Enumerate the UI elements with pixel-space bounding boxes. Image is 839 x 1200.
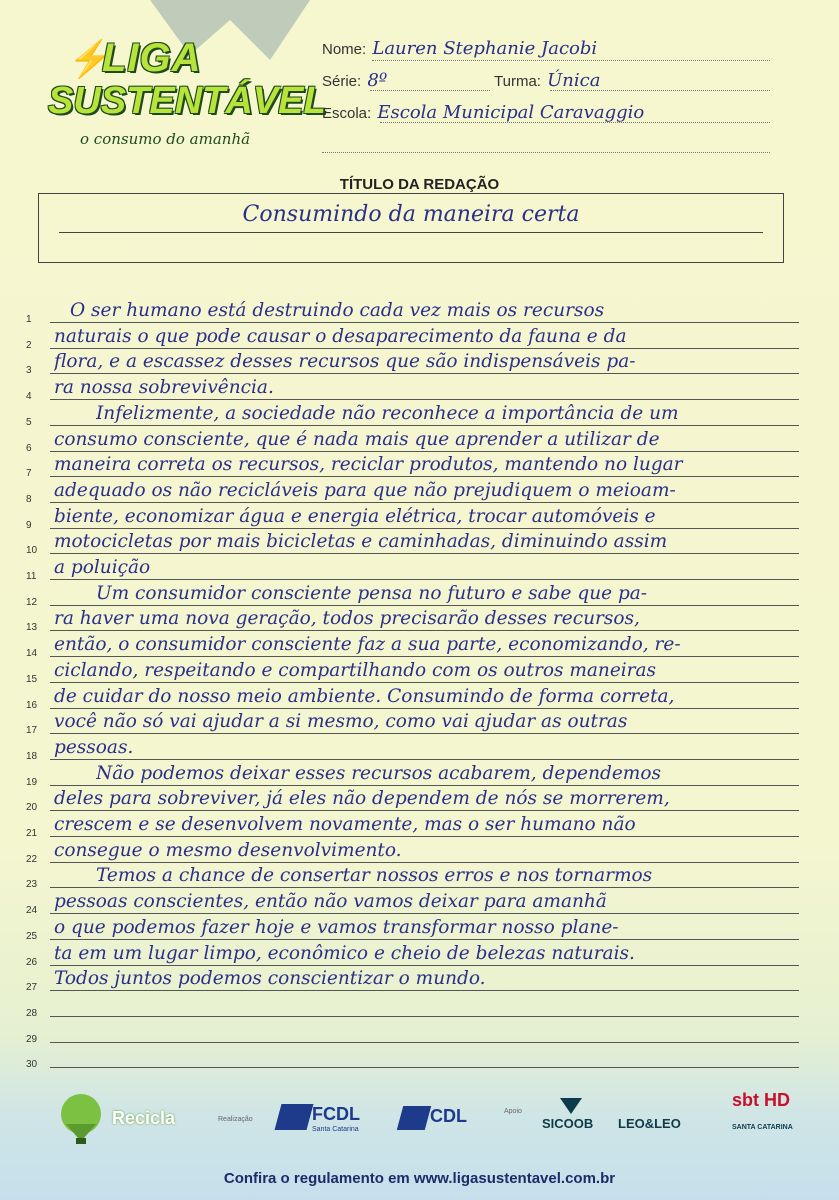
essay-line [0, 502, 839, 529]
school-dotted-line-2 [322, 152, 770, 153]
fcdl-mark [275, 1104, 314, 1130]
line-number: 1 [26, 314, 32, 325]
line-text: Todos juntos podemos conscientizar o mundo. [54, 968, 486, 990]
essay-line [0, 682, 839, 709]
line-number: 5 [26, 416, 32, 428]
grade-value: 8º [367, 70, 388, 91]
line-text: Temos a chance de consertar nossos erros e nos tornarmos [96, 865, 653, 887]
sbt-subtitle: SANTA CATARINA [732, 1124, 793, 1131]
line-text: Infelizmente, a sociedade não reconhece a importância de um [96, 402, 679, 424]
essay-title-label: TÍTULO DA REDAÇÃO [339, 176, 500, 193]
line-text: então, o consumidor consciente faz a sua parte, economizando, re- [54, 634, 681, 656]
sicoob-icon [560, 1098, 582, 1114]
line-text: adequado os não recicláveis para que não prejudiquem o meioam- [54, 479, 676, 501]
school-value: Escola Municipal Caravaggio [377, 102, 645, 123]
essay-line [0, 399, 839, 426]
essay-line [0, 913, 839, 940]
line-text: pessoas conscientes, então não vamos deixar para amanhã [54, 891, 607, 913]
cdl-mark [397, 1106, 431, 1130]
essay-line [0, 887, 839, 917]
line-number: 6 [26, 442, 32, 454]
line-text: O ser humano está destruindo cada vez mais os recursos [70, 300, 605, 321]
line-text: naturais o que pode causar o desaparecimento da fauna e da [54, 325, 627, 347]
lightning-icon: ⚡ [68, 38, 113, 79]
line-number: 22 [26, 853, 38, 865]
line-text: flora, e a escassez desses recursos que são indispensáveis pa- [54, 351, 636, 373]
essay-line [0, 1041, 839, 1071]
line-number: 21 [26, 828, 38, 839]
grade-dotted-line [370, 90, 490, 91]
realizacao-label: Realização [218, 1116, 253, 1123]
essay-line [0, 784, 839, 814]
line-number: 4 [26, 391, 32, 403]
essay-line [0, 964, 839, 994]
line-text: a poluição [54, 557, 151, 578]
essay-line [0, 553, 839, 580]
essay-line [0, 347, 839, 377]
line-text: ra nossa sobrevivência. [54, 377, 274, 399]
sponsor-bar [0, 1088, 839, 1148]
fcdl-logo: FCDL [312, 1104, 360, 1124]
line-text: Um consumidor consciente pensa no futuro e sabe que pa- [96, 582, 648, 604]
essay-line [0, 939, 839, 966]
essay-line [0, 450, 839, 480]
essay-line [0, 759, 839, 786]
line-text: crescem e se desenvolvem novamente, mas o ser humano não [54, 814, 636, 835]
school-field [322, 102, 644, 123]
essay-line [0, 579, 839, 606]
essay-line [0, 707, 839, 737]
line-number: 8 [26, 493, 32, 505]
line-number: 19 [26, 776, 38, 788]
fcdl-subtitle: Santa Catarina [312, 1126, 359, 1133]
line-number: 25 [26, 930, 38, 942]
line-text: ciclando, respeitando e compartilhando com os outros maneiras [54, 659, 657, 681]
logo-tagline: o consumo do amanhã [80, 130, 251, 148]
name-value: Lauren Stephanie Jacobi [372, 38, 598, 59]
essay-line [0, 476, 839, 503]
line-number: 23 [26, 879, 38, 891]
essay-line [0, 527, 839, 557]
line-number: 11 [26, 571, 37, 582]
essay-line [0, 425, 839, 452]
class-value: Única [547, 70, 601, 91]
line-text: ra haver uma nova geração, todos precisarão desses recursos, [54, 608, 640, 630]
line-text: deles para sobreviver, já eles não dependem de nós se morrerem, [54, 788, 670, 810]
line-number: 30 [26, 1059, 38, 1071]
line-number: 17 [26, 725, 38, 737]
line-number: 15 [26, 673, 38, 685]
apoio-label: Apoio [504, 1108, 522, 1115]
logo-line2: SUSTENTÁVEL [48, 80, 327, 122]
essay-line [0, 296, 839, 323]
essay-line [0, 810, 839, 837]
grade-field [322, 70, 387, 91]
essay-line [0, 733, 839, 760]
class-dotted-line [550, 90, 770, 91]
line-text: o que podemos fazer hoje e vamos transformar nosso plane- [54, 916, 619, 938]
line-text: pessoas. [54, 736, 134, 758]
line-number: 14 [26, 648, 38, 660]
line-number: 24 [26, 905, 38, 917]
line-number: 10 [26, 545, 38, 557]
name-label: Nome: [322, 41, 367, 58]
liga-sustentavel-logo [40, 28, 327, 158]
title-rule [59, 232, 763, 233]
essay-line [0, 836, 839, 863]
essay-title-value: Consumindo da maneira certa [242, 202, 580, 227]
line-number: 13 [26, 622, 38, 634]
essay-line [0, 373, 839, 403]
sicoob-logo: SICOOB [542, 1116, 594, 1131]
name-field [322, 38, 597, 59]
line-number: 7 [26, 468, 32, 480]
line-number: 9 [26, 519, 32, 531]
essay-line [0, 861, 839, 891]
line-text: ta em um lugar limpo, econômico e cheio de belezas naturais. [54, 942, 635, 964]
school-dotted-line [380, 122, 770, 123]
line-rule [50, 1067, 799, 1068]
cdl-logo: CDL [430, 1106, 467, 1126]
essay-line [0, 604, 839, 634]
line-text: consegue o mesmo desenvolvimento. [54, 839, 402, 861]
sbt-logo: sbt HD [732, 1090, 790, 1110]
leoeleo-logo: LEO&LEO [618, 1116, 681, 1131]
line-text: consumo consciente, que é nada mais que aprender a utilizar de [54, 428, 660, 450]
line-number: 3 [26, 365, 32, 377]
line-number: 28 [26, 1007, 38, 1019]
line-number: 2 [26, 339, 32, 351]
grade-label: Série: [322, 73, 362, 90]
line-number: 29 [26, 1033, 38, 1045]
line-text: de cuidar do nosso meio ambiente. Consumindo de forma correta, [54, 685, 675, 707]
logo-line1: LIGA [102, 36, 202, 80]
line-number: 27 [26, 982, 38, 994]
line-text: motocicletas por mais bicicletas e caminhadas, diminuindo assim [54, 531, 668, 553]
essay-line [0, 322, 839, 349]
line-number: 18 [26, 750, 38, 762]
school-label: Escola: [322, 105, 372, 122]
balloon-icon [58, 1094, 104, 1146]
line-text: maneira correta os recursos, reciclar produtos, mantendo no lugar [54, 454, 683, 476]
essay-title-box [38, 193, 784, 263]
line-text: Não podemos deixar esses recursos acabarem, dependemos [96, 762, 661, 784]
line-text: biente, economizar água e energia elétrica, trocar automóveis e [54, 505, 656, 527]
essay-line [0, 990, 839, 1017]
class-label: Turma: [494, 73, 541, 90]
essay-line [0, 630, 839, 660]
line-number: 20 [26, 802, 38, 814]
line-number: 12 [26, 596, 38, 608]
line-number: 16 [26, 699, 38, 711]
recicla-logo: Recicla [112, 1108, 176, 1128]
line-text: você não só vai ajudar a si mesmo, como vai ajudar as outras [54, 711, 628, 733]
line-number: 26 [26, 956, 38, 968]
footer-regulation-link[interactable]: Confira o regulamento em www.ligasustentavel.com.br [223, 1170, 616, 1187]
name-dotted-line [372, 60, 770, 61]
essay-line [0, 1016, 839, 1043]
essay-line [0, 656, 839, 683]
class-field [494, 70, 600, 91]
